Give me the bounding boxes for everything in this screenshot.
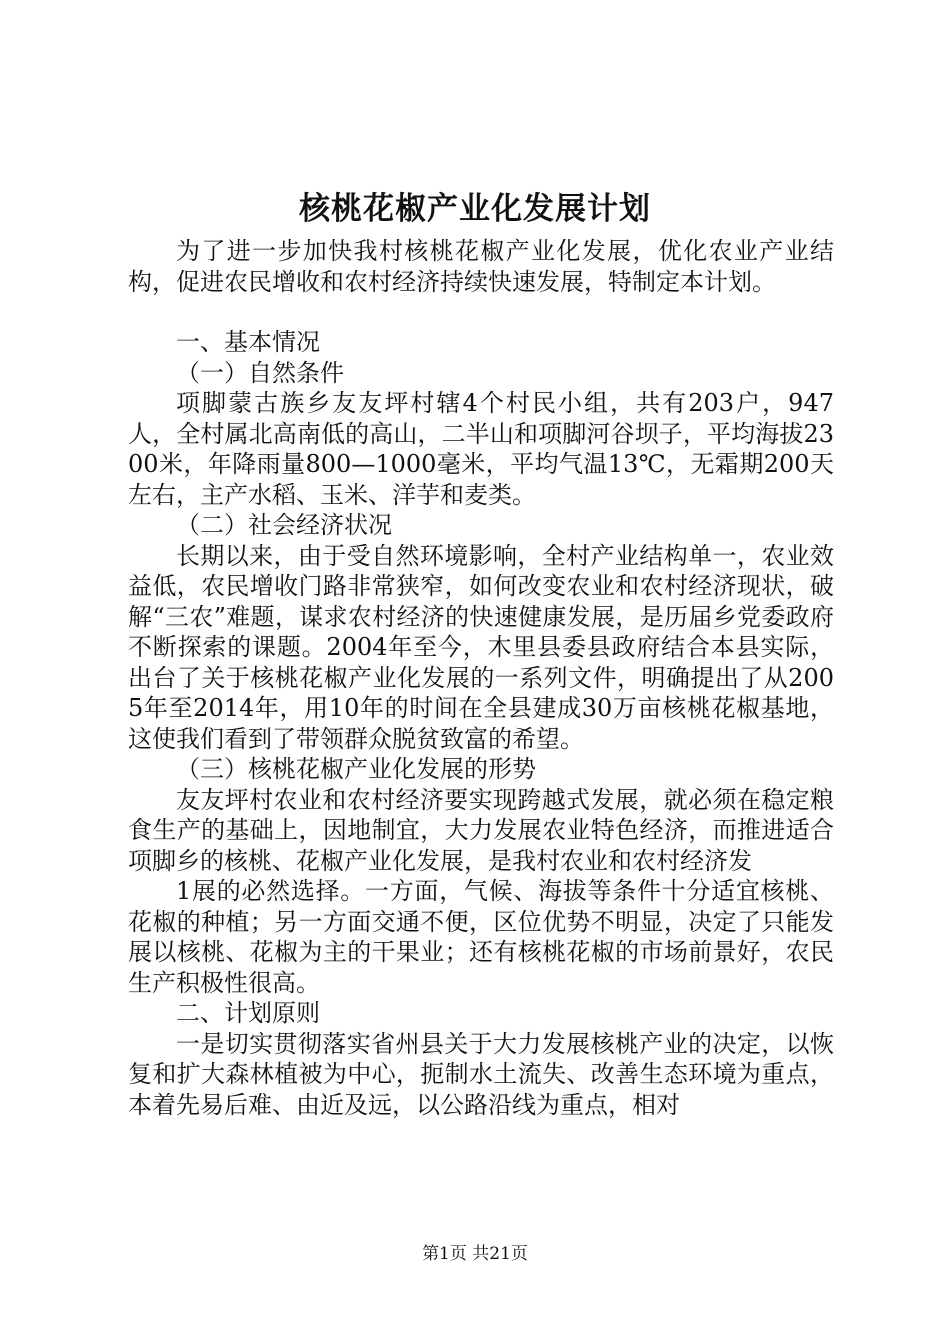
section-heading-plan-principles: 二、计划原则 <box>176 999 320 1027</box>
subsection-heading-socioeconomic: （二）社会经济状况 <box>176 511 392 539</box>
plan-principles-paragraph: 一是切实贯彻落实省州县关于大力发展核桃产业的决定，以恢复和扩大森林植被为中心，扼制水土流失、改善生态环境为重点，本着先易后难、由近及远，以公路沿线为重点，相对 <box>128 1029 834 1119</box>
document-title: 核桃花椒产业化发展计划 <box>299 191 651 227</box>
natural-conditions-paragraph: 项脚蒙古族乡友友坪村辖4个村民小组，共有203户，947人，全村属北高南低的高山，二半山和项脚河谷坝子，平均海拔2300米，年降雨量800—1000毫米，平均气温13℃，无霜期200天左右，主产水稻、玉米、洋芋和麦类。 <box>128 389 834 509</box>
development-situation-paragraph: 友友坪村农业和农村经济要实现跨越式发展，就必须在稳定粮食生产的基础上，因地制宜，大力发展农业特色经济，而推进适合项脚乡的核桃、花椒产业化发展，是我村农业和农村经济发 <box>128 785 834 875</box>
subsection-heading-development-situation: （三）核桃花椒产业化发展的形势 <box>176 755 536 783</box>
section-heading-basic-situation: 一、基本情况 <box>176 328 320 356</box>
page-footer: 第1页 共21页 <box>422 1244 528 1264</box>
subsection-heading-natural-conditions: （一）自然条件 <box>176 358 344 387</box>
development-situation-continued-paragraph: 1展的必然选择。一方面，气候、海拔等条件十分适宜核桃、花椒的种植；另一方面交通不便，区位优势不明显，决定了只能发展以核桃、花椒为主的干果业；还有核桃花椒的市场前景好，农民生产积极性很高。 <box>128 877 834 997</box>
intro-paragraph: 为了进一步加快我村核桃花椒产业化发展，优化农业产业结构，促进农民增收和农村经济持续快速发展，特制定本计划。 <box>128 237 834 296</box>
document-body <box>128 236 834 1120</box>
socioeconomic-paragraph: 长期以来，由于受自然环境影响，全村产业结构单一，农业效益低，农民增收门路非常狭窄，如何改变农业和农村经济现状，破解“三农”难题，谋求农村经济的快速健康发展，是历届乡党委政府不断探索的课题。2004年至今，木里县委县政府结合本县实际，出台了关于核桃花椒产业化发展的一系列文件，明确提出了从2005年至2014年，用10年的时间在全县建成30万亩核桃花椒基地，这使我们看到了带领群众脱贫致富的希望。 <box>128 541 834 753</box>
